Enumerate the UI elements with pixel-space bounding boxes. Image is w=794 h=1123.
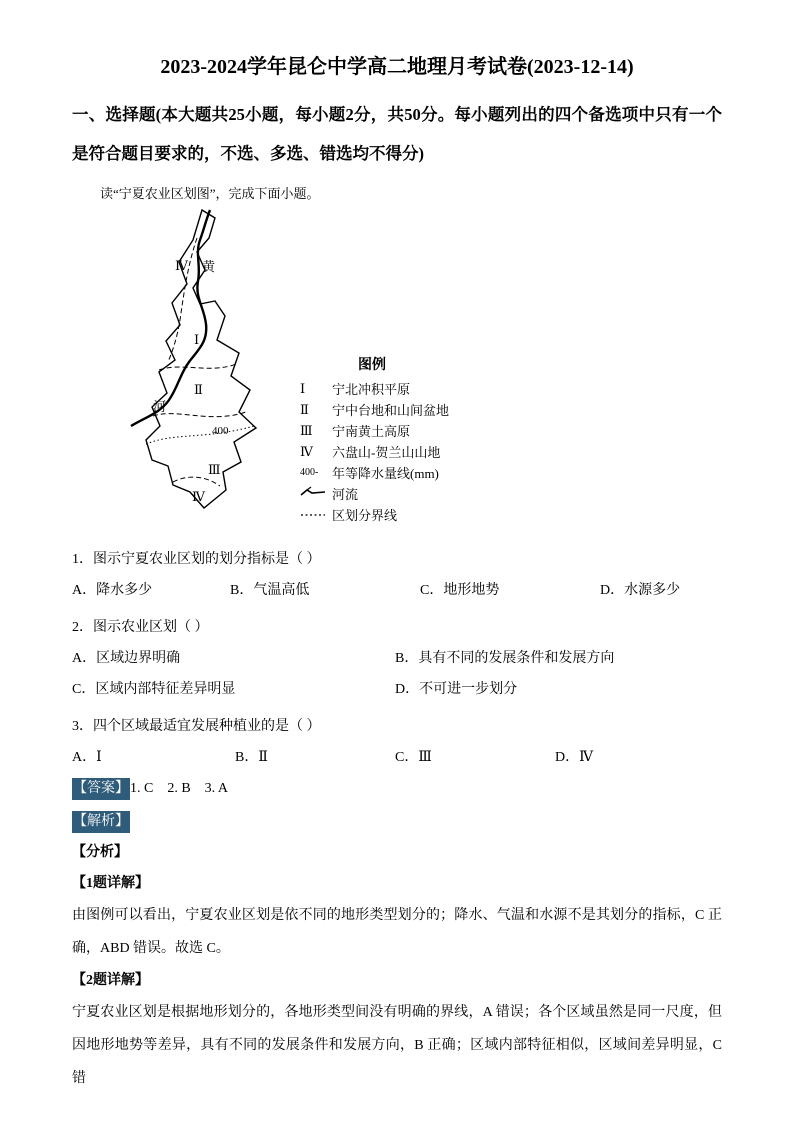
question-2-stem: 2．图示农业区划（ ） (72, 620, 209, 635)
map-label-region-3: Ⅲ (208, 462, 221, 477)
analysis-badge: 【解析】 (72, 811, 130, 833)
question-3-option-d: D．Ⅳ (555, 750, 594, 765)
legend-item (300, 399, 510, 420)
detail-2-label: 【2题详解】 (72, 973, 149, 988)
region-divide-line-north (159, 364, 236, 370)
legend-item (300, 462, 510, 483)
map-label-region-4-north: Ⅳ (175, 258, 188, 273)
question-2-option-d: D．不可进一步划分 (395, 682, 518, 697)
river-symbol-icon (300, 486, 332, 502)
question-2-option-a: A．区域边界明确 (72, 651, 181, 666)
question-3-option-b: B．Ⅱ (235, 750, 268, 765)
question-3-option-c: C．Ⅲ (395, 750, 432, 765)
answer-line (72, 773, 722, 805)
map-label-region-4-south: Ⅳ (192, 489, 205, 504)
question-2 (72, 612, 722, 705)
legend-label: 河流 (332, 487, 359, 502)
map-label-huang: 黄 (202, 259, 216, 274)
detail-1-text: 由图例可以看出，宁夏农业区划是依不同的地形类型划分的；降水、气温和水源不是其划分的指标，C 正确，ABD 错误。故选 C。 (72, 908, 722, 956)
question-3-option-a: A．Ⅰ (72, 750, 102, 765)
isohyet-400-line (146, 426, 254, 444)
legend-label: 宁北冲积平原 (332, 382, 411, 397)
map-label-400: 400 (212, 425, 229, 437)
question-3-stem: 3．四个区域最适宜发展种植业的是（ ） (72, 719, 321, 734)
legend-symbol-2: Ⅱ (300, 401, 309, 417)
question-2-option-b: B．具有不同的发展条件和发展方向 (395, 651, 615, 666)
question-1-option-b: B．气温高低 (230, 583, 310, 598)
legend-item (300, 441, 510, 462)
question-2-option-c: C．区域内部特征差异明显 (72, 682, 236, 697)
legend-item (300, 420, 510, 441)
question-2-options-row2 (72, 674, 722, 705)
province-boundary (146, 210, 256, 508)
detail-1-label: 【1题详解】 (72, 876, 149, 891)
question-3-options (72, 742, 722, 773)
analysis-badge-row (72, 805, 722, 837)
answer-badge: 【答案】 (72, 778, 130, 800)
map-legend (300, 354, 510, 525)
section-heading: 一、选择题(本大题共25小题，每小题2分，共50分。每小题列出的四个备选项中只有一个是符合题目要求的，不选、多选、错选均不得分) (72, 105, 722, 163)
legend-label: 宁中台地和山间盆地 (332, 403, 450, 418)
legend-label: 宁南黄土高原 (332, 424, 411, 439)
legend-item (300, 483, 510, 504)
question-1-option-d: D．水源多少 (600, 583, 681, 598)
region-divide-line-south (173, 477, 220, 486)
ningxia-map (76, 204, 316, 538)
legend-title: 图例 (358, 358, 386, 373)
question-1-stem: 1．图示宁夏农业区划的划分指标是（ ） (72, 552, 321, 567)
analysis-section-label: 【分析】 (72, 845, 128, 860)
question-1-options (72, 575, 722, 606)
answer-text: 1. C 2. B 3. A (130, 781, 229, 796)
map-label-he: 河 (153, 399, 167, 414)
legend-symbol-isohyet: 400- (300, 467, 319, 478)
boundary-symbol-icon (300, 507, 332, 523)
question-1-option-a: A．降水多少 (72, 583, 153, 598)
page-title: 2023-2024学年昆仑中学高二地理月考试卷(2023-12-14) (160, 56, 634, 78)
ningxia-map-figure (72, 204, 722, 538)
legend-label: 年等降水量线(mm) (332, 466, 439, 481)
map-label-region-2: Ⅱ (194, 382, 203, 397)
legend-item (300, 378, 510, 399)
legend-symbol-4: Ⅳ (300, 443, 313, 459)
question-3 (72, 711, 722, 773)
map-label-region-1: Ⅰ (194, 332, 200, 347)
detail-2-text: 宁夏农业区划是根据地形划分的，各地形类型间没有明确的界线，A 错误；各个区域虽然是同一尺度，但因地形地势等差异，具有不同的发展条件和发展方向，B 正确；区域内部特征相似，区域间差异明显，C 错 (72, 1005, 722, 1086)
question-group-intro: 读“宁夏农业区划图”，完成下面小题。 (100, 186, 320, 201)
question-2-options-row1 (72, 643, 722, 674)
question-1-option-c: C．地形地势 (420, 583, 500, 598)
question-1 (72, 544, 722, 606)
region-divide-line-middle (153, 412, 246, 417)
legend-label: 六盘山-贺兰山山地 (332, 445, 441, 460)
legend-item (300, 504, 510, 525)
legend-symbol-3: Ⅲ (300, 422, 313, 438)
legend-symbol-1: Ⅰ (300, 380, 306, 396)
legend-label: 区划分界线 (332, 508, 398, 523)
